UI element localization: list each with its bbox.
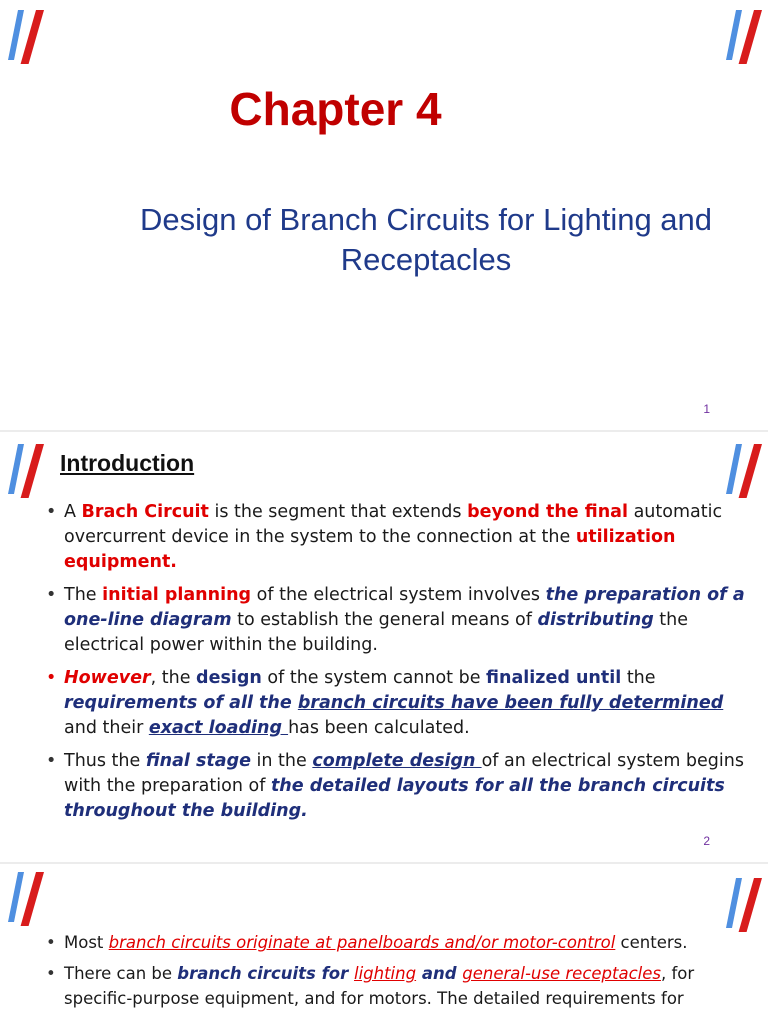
chapter-title-text: Chapter 4 <box>229 83 442 135</box>
text: in the <box>250 751 313 771</box>
text: the <box>621 668 656 688</box>
term: Brach Circuit <box>81 502 209 522</box>
emphasis: general-use receptacles <box>462 964 661 983</box>
text: automatic overcurrent device in the system to the connection at the <box>64 502 723 547</box>
text: The <box>64 585 103 605</box>
text: centers. <box>615 933 688 952</box>
text: of the electrical system involves <box>251 585 546 605</box>
emphasis: final stage <box>145 751 251 771</box>
text: has been calculated. <box>288 718 470 738</box>
bullet-list <box>44 930 750 1019</box>
bullet-list <box>44 500 750 832</box>
emphasis: branch circuits originate at panelboards and/or motor-control <box>108 933 616 952</box>
text: and their <box>64 718 149 738</box>
text: Most <box>64 933 109 952</box>
emphasis: branch circuits for <box>177 964 354 983</box>
text: is the segment that extends <box>208 502 468 522</box>
chapter-subtitle <box>90 200 762 280</box>
emphasis: design <box>196 668 262 688</box>
text: A <box>64 502 82 522</box>
emphasis: requirements of all the <box>64 693 298 713</box>
emphasis: and <box>416 964 463 983</box>
list-item <box>44 749 750 824</box>
text: the electrical power within the building. <box>64 610 689 655</box>
emphasis: finalized until <box>486 668 622 688</box>
list-item <box>44 666 750 741</box>
chapter-title <box>0 82 668 136</box>
slash-logo-icon <box>724 442 764 498</box>
list-item <box>44 961 750 1011</box>
page-number: 1 <box>703 402 710 416</box>
slash-logo-icon <box>724 8 764 64</box>
slide-2 <box>0 432 768 862</box>
slash-logo-icon <box>6 870 46 926</box>
page-number: 2 <box>703 834 710 848</box>
text: , for specific-purpose equipment, and for motors. The detailed requirements for <box>64 964 695 1008</box>
emphasis: the preparation of a one-line diagram <box>64 585 745 630</box>
section-heading: Introduction <box>60 450 195 476</box>
emphasis: lighting <box>353 964 417 983</box>
emphasis: initial planning <box>102 585 252 605</box>
text: There can be <box>64 964 178 983</box>
text: of the system cannot be <box>261 668 487 688</box>
emphasis: However <box>64 668 151 688</box>
text: of an electrical system begins with the preparation of <box>64 751 744 796</box>
emphasis: distributing <box>537 610 654 630</box>
emphasis: branch circuits have been fully determined <box>297 693 724 713</box>
subtitle-line-2: Receptacles <box>340 242 512 277</box>
list-item <box>44 583 750 658</box>
emphasis: exact loading <box>148 718 289 738</box>
emphasis: utilization equipment. <box>64 527 676 572</box>
emphasis: complete design <box>312 751 482 771</box>
slash-logo-icon <box>6 8 46 64</box>
slide-1 <box>0 0 768 430</box>
text: to establish the general means of <box>231 610 538 630</box>
slash-logo-icon <box>6 442 46 498</box>
list-item <box>44 500 750 575</box>
subtitle-line-1: Design of Branch Circuits for Lighting and <box>139 202 713 237</box>
text: , the <box>150 668 197 688</box>
emphasis: beyond the final <box>467 502 628 522</box>
emphasis: the detailed layouts for all the branch circuits throughout the building. <box>64 776 725 821</box>
list-item <box>44 930 750 955</box>
slide-3 <box>0 862 768 1024</box>
slash-logo-icon <box>724 876 764 932</box>
text: Thus the <box>64 751 146 771</box>
